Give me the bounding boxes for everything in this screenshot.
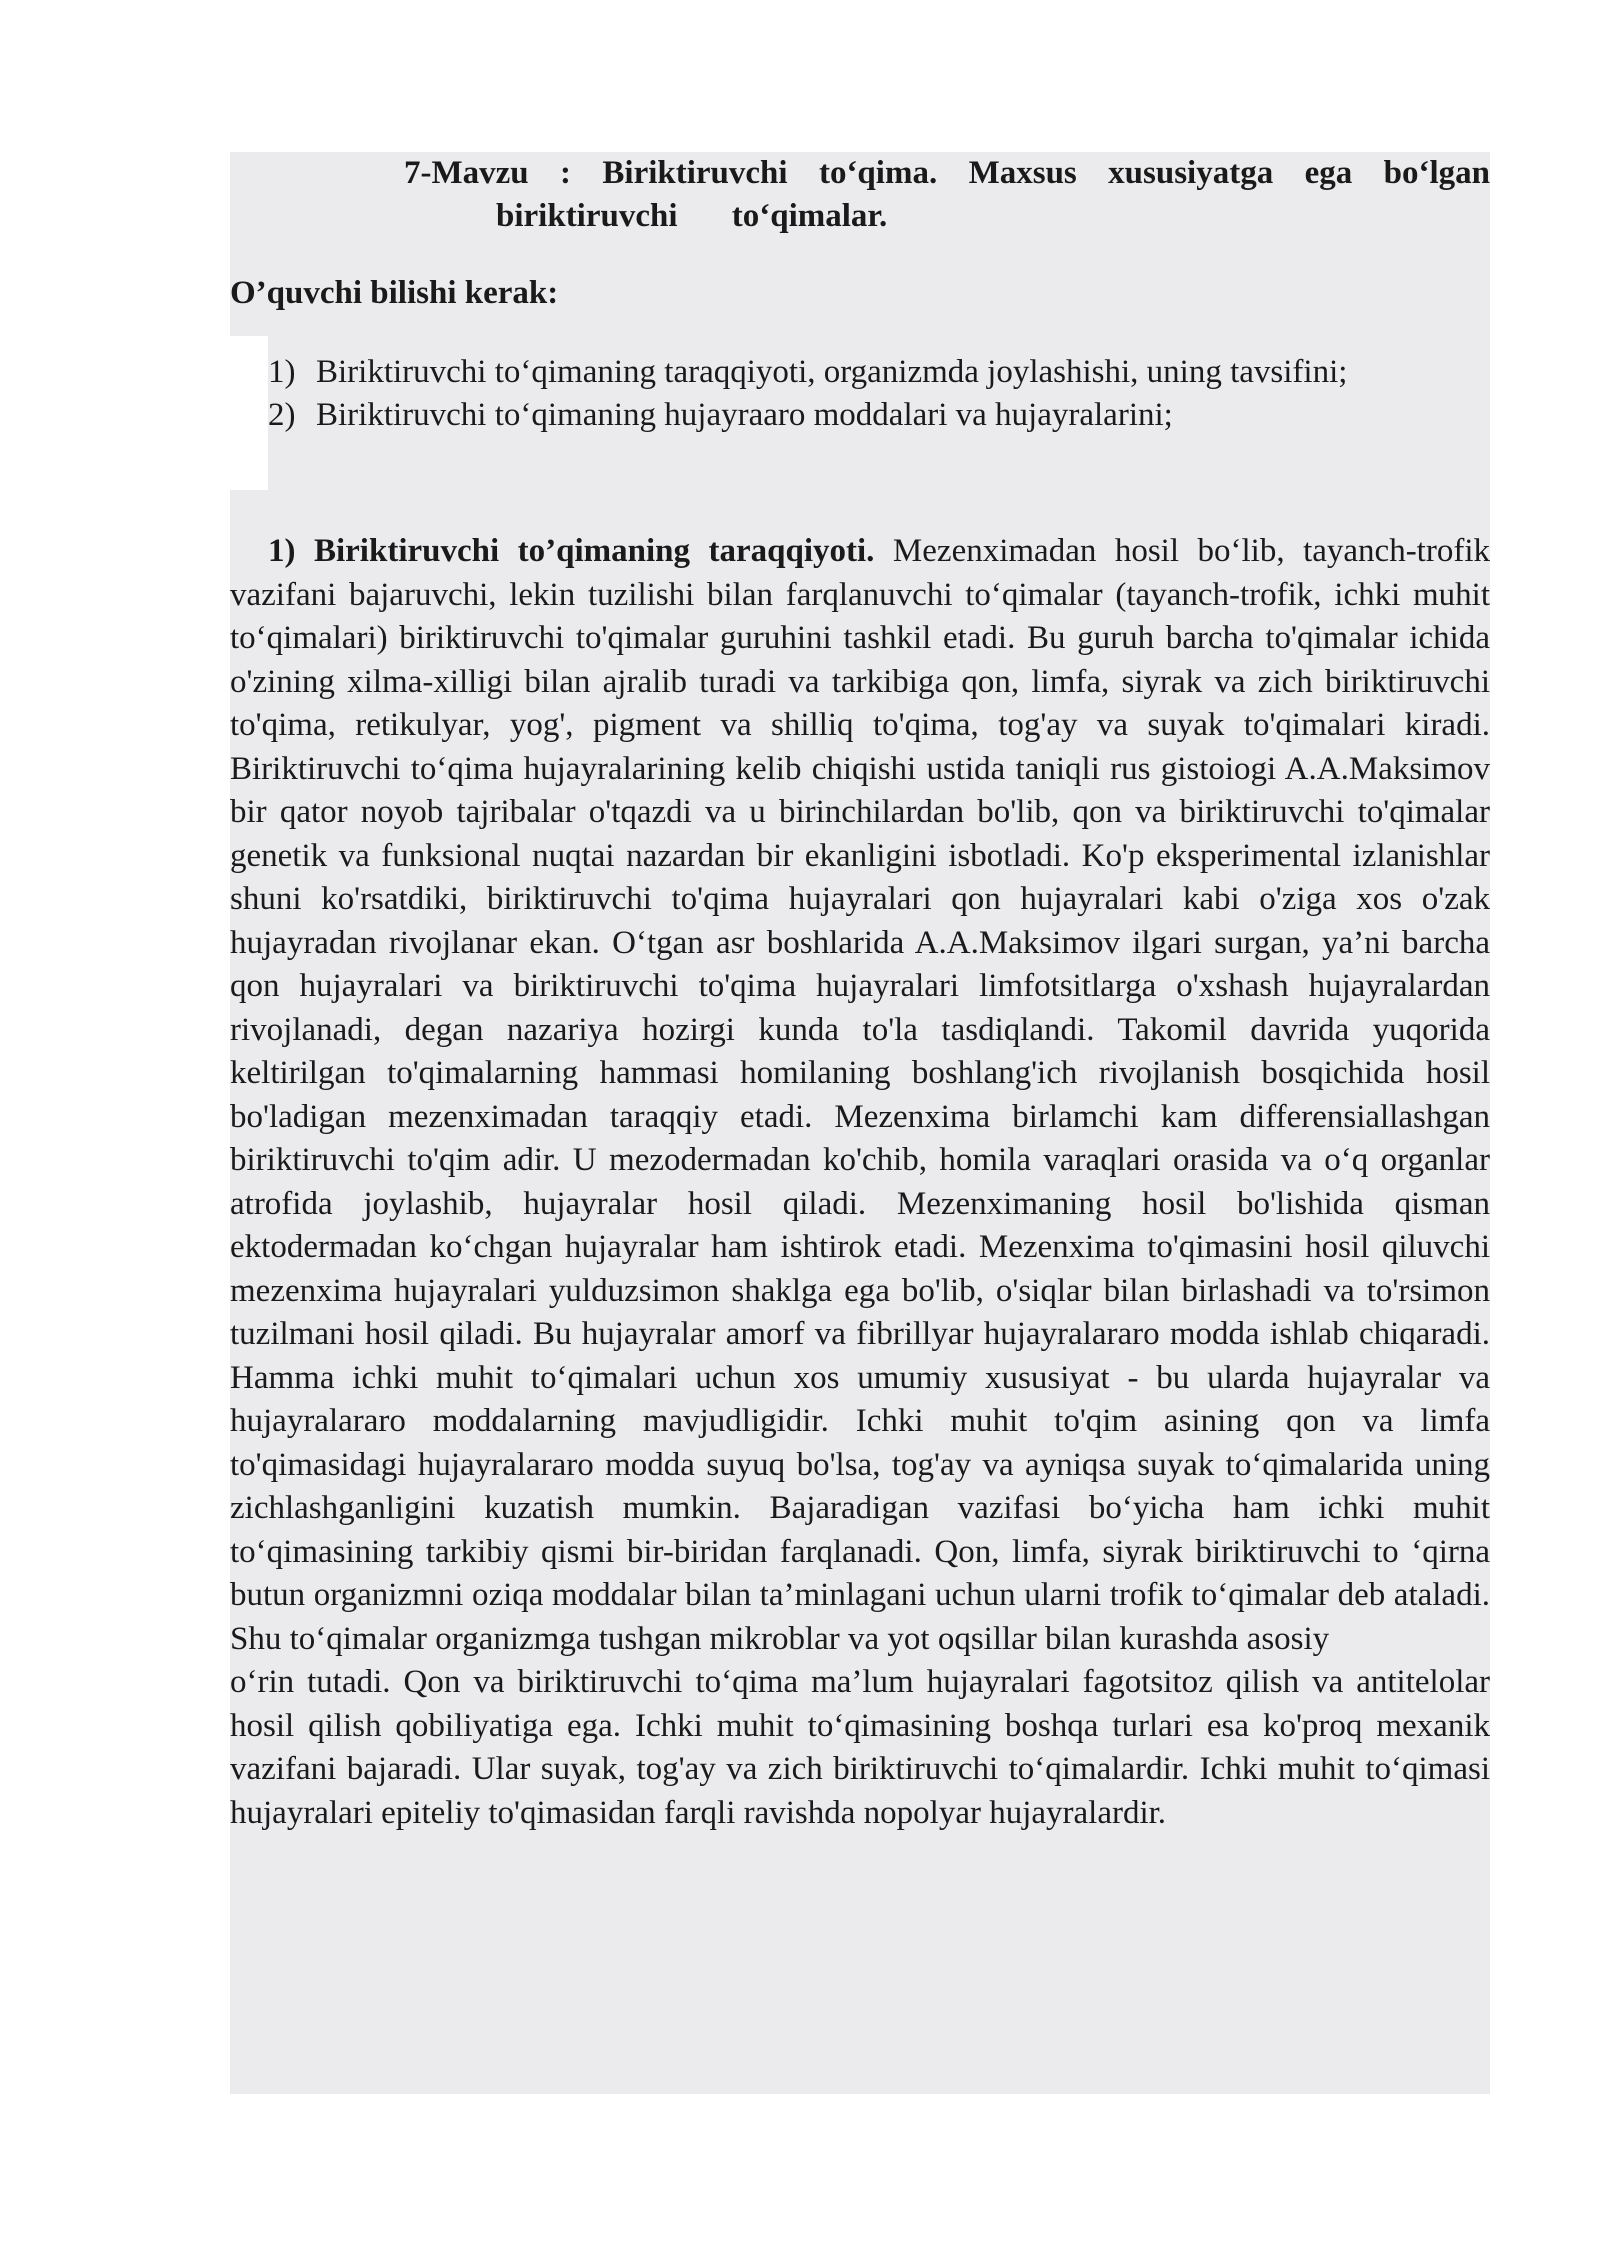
list-item-number: 1) bbox=[268, 354, 296, 390]
objectives-heading: O’quvchi bilishi kerak: bbox=[230, 275, 559, 311]
document-content bbox=[230, 152, 1490, 1835]
section-heading: 1) Biriktiruvchi to’qimaning taraqqiyoti. bbox=[268, 533, 875, 569]
list-item bbox=[230, 351, 1490, 394]
body-paragraph-2: o‘rin tutadi. Qon va biriktiruvchi to‘qima ma’lum hujayralari fagotsitoz qilish va antitelolar hosil qilish qobiliyatiga ega. Ichki muhit to‘qimasining boshqa turlari esa ko'proq mexanik vazifani bajaradi. Ular suyak, tog'ay va zich biriktiruvchi to‘qimalardir. Ichki muhit to‘qimasi hujayralari epiteliy to'qimasidan farqli ravishda nopolyar hujayralardir. bbox=[230, 1664, 1490, 1831]
topic-title-line-2: biriktiruvchi to‘qimalar. bbox=[496, 198, 888, 234]
topic-title-line-1: 7-Mavzu : Biriktiruvchi to‘qima. Maxsus xususiyatga ega bo‘lgan bbox=[404, 155, 1490, 191]
objectives-list bbox=[230, 351, 1490, 437]
list-item-number: 2) bbox=[268, 397, 296, 433]
list-item-text: Biriktiruvchi to‘qimaning hujayraaro moddalari va hujayralarini; bbox=[316, 397, 1173, 433]
body-paragraph-1 bbox=[230, 530, 1490, 1661]
list-item-text: Biriktiruvchi to‘qimaning taraqqiyoti, organizmda joylashishi, uning tavsifini; bbox=[316, 354, 1348, 390]
list-item bbox=[230, 394, 1490, 437]
paragraph-text: Mezenximadan hosil bo‘lib, tayanch-trofik vazifani bajaruvchi, lekin tuzilishi bilan farqlanuvchi to‘qimalar (tayanch-trofik, ichki muhit to‘qimalari) biriktiruvchi to'qimalar guruhini tashkil etadi. Bu guruh barcha to'qimalar ichida o'zining xilma-xilligi bilan ajralib turadi va tarkibiga qon, limfa, siyrak va zich biriktiruvchi to'qima, retikulyar, yog', pigment va shilliq to'qima, tog'ay va suyak to'qimalari kiradi. Biriktiruvchi to‘qima hujayralarining kelib chiqishi ustida taniqli rus gistoiogi A.A.Maksimov bir qator noyob tajribalar o'tqazdi va u birinchilardan bo'lib, qon va biriktiruvchi to'qimalar genetik va funksional nuqtai nazardan bir ekanligini isbotladi. Ko'p eksperimental izlanishlar shuni ko'rsatdiki, biriktiruvchi to'qima hujayralari qon hujayralari kabi o'ziga xos o'zak hujayradan rivojlanar ekan. O‘tgan asr boshlarida A.A.Maksimov ilgari surgan, ya’ni barcha qon hujayralari va biriktiruvchi to'qima hujayralari limfotsitlarga o'xshash hujayralardan rivojlanadi, degan nazariya hozirgi kunda to'la tasdiqlandi. Takomil davrida yuqorida keltirilgan to'qimalarning hammasi homilaning boshlang'ich rivojlanish bosqichida hosil bo'ladigan mezenximadan taraqqiy etadi. Mezenxima birlamchi kam differensiallashgan biriktiruvchi to'qim adir. U mezodermadan ko'chib, homila varaqlari orasida va o‘q organlar atrofida joylashib, hujayralar hosil qiladi. Mezenximaning hosil bo'lishida qisman ektodermadan ko‘chgan hujayralar ham ishtirok etadi. Mezenxima to'qimasini hosil qiluvchi mezenxima hujayralari yulduzsimon shaklga ega bo'lib, o'siqlar bilan birlashadi va to'rsimon tuzilmani hosil qiladi. Bu hujayralar amorf va fibrillyar hujayralararo modda ishlab chiqaradi. Hamma ichki muhit to‘qimalari uchun xos umumiy xususiyat - bu ularda hujayralar va hujayralararo moddalarning mavjudligidir. Ichki muhit to'qim asining qon va limfa to'qimasidagi hujayralararo modda suyuq bo'lsa, tog'ay va ayniqsa suyak to‘qimalarida uning zichlashganligini kuzatish mumkin. Bajaradigan vazifasi bo‘yicha ham ichki muhit to‘qimasining tarkibiy qismi bir-biridan farqlanadi. Qon, limfa, siyrak biriktiruvchi to ‘qirna butun organizmni oziqa moddalar bilan ta’minlagani uchun ularni trofik to‘qimalar deb ataladi. Shu to‘qimalar organizmga tushgan mikroblar va yot oqsillar bilan kurashda asosiy bbox=[230, 533, 1490, 1657]
